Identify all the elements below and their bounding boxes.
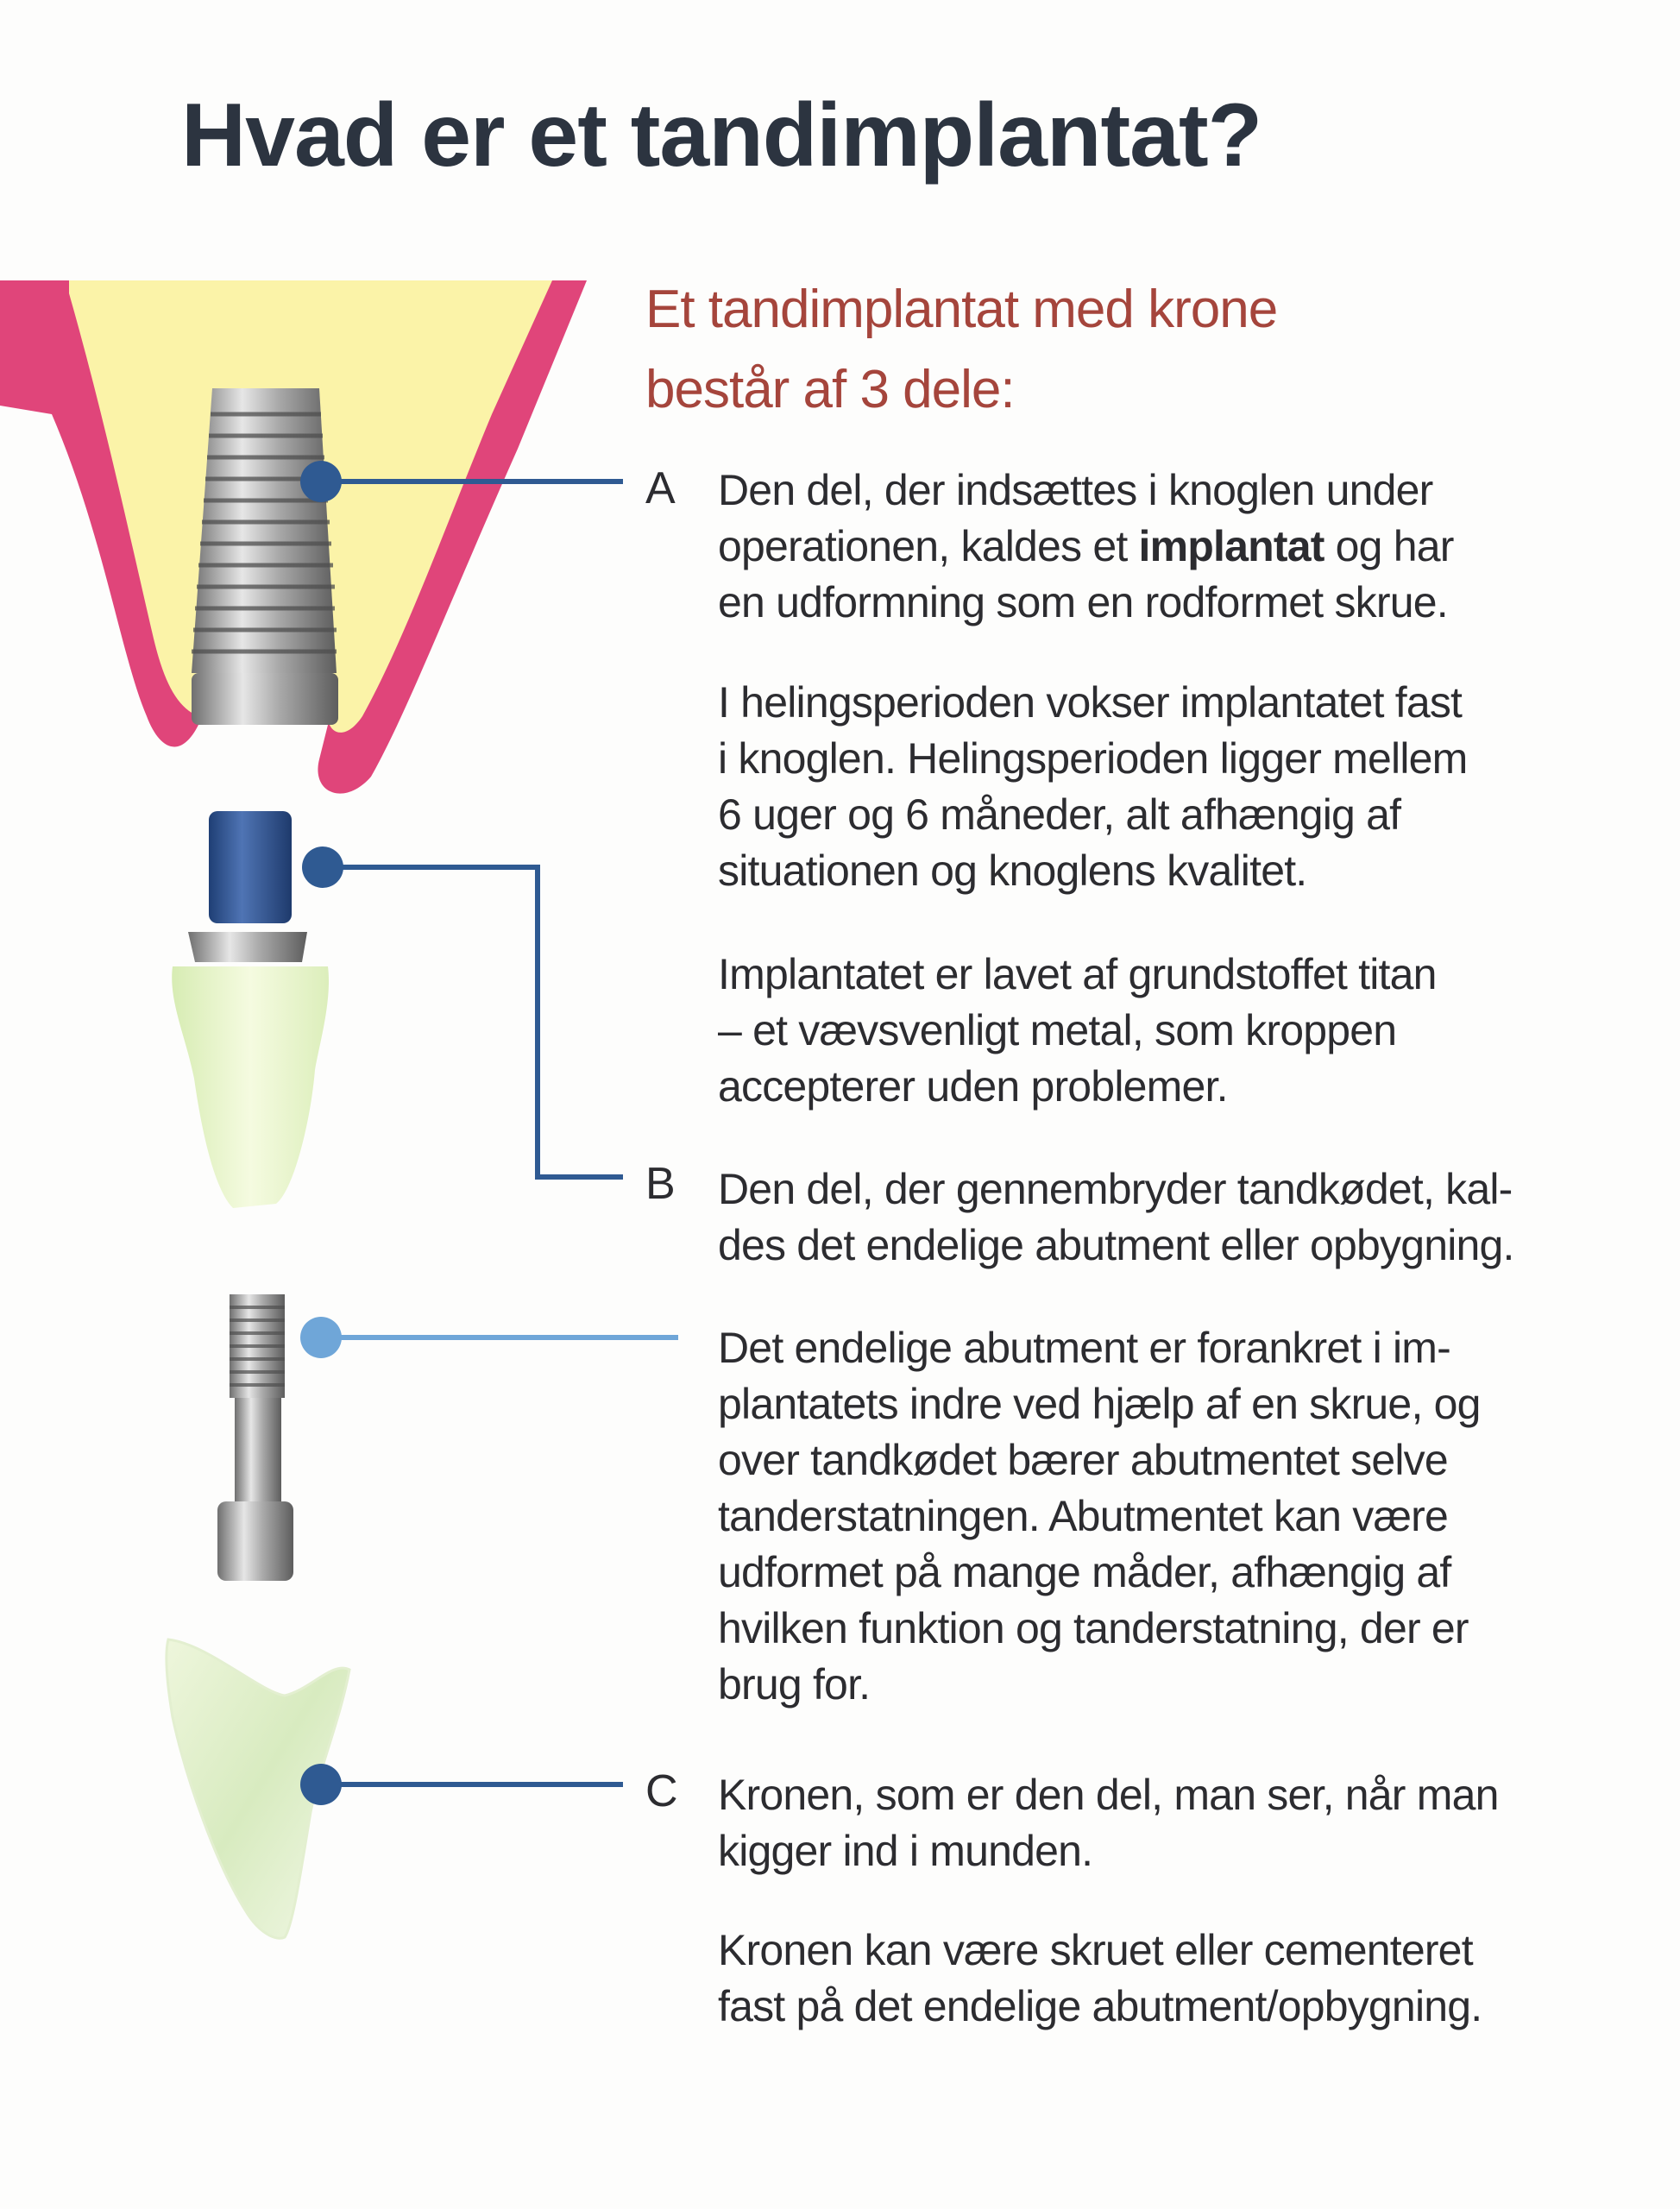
text-run: og har [1324,522,1454,570]
text-line: des det endelige abutment eller opbygning. [718,1221,1514,1269]
text-line: over tandkødet bærer abutmentet selve [718,1436,1448,1484]
label-b: B [645,1159,676,1209]
leader-line-screw [300,1317,678,1358]
text-line: – et vævsvenligt metal, som kroppen [718,1006,1397,1054]
text-line: 6 uger og 6 måneder, alt afhængig af [718,790,1401,839]
text-run: operationen, kaldes et [718,522,1139,570]
part-c-intro [718,1767,1650,1879]
text-line [718,519,1650,575]
part-a-intro [718,463,1650,631]
subtitle-line: består af 3 dele: [645,360,1015,419]
label-a: A [645,463,676,513]
implant-fixture [192,388,338,725]
page-title: Hvad er et tandimplantat? [181,85,1262,186]
text-line: brug for. [718,1660,871,1709]
text-line: situationen og knoglens kvalitet. [718,846,1307,895]
part-b-detail [718,1320,1650,1713]
leader-line-c [300,1764,623,1805]
text-line: Implantatet er lavet af grundstoffet titan [718,950,1437,998]
label-c: C [645,1766,678,1816]
text-line: Kronen, som er den del, man ser, når man [718,1771,1499,1819]
text-line: Den del, der indsættes i knoglen under [718,466,1433,514]
text-line: accepterer uden problemer. [718,1062,1228,1111]
text-line: i knoglen. Helingsperioden ligger mellem [718,734,1468,783]
subtitle-line: Et tandimplantat med krone [645,280,1278,339]
abutment-screw [217,1294,293,1581]
part-a-healing [718,675,1650,899]
part-a-material [718,947,1650,1115]
leader-line-b [302,846,623,1177]
text-line: Kronen kan være skruet eller cementeret [718,1926,1473,1974]
text-line: Det endelige abutment er forankret i im- [718,1324,1450,1372]
implant-term: implantat [1138,522,1324,570]
text-line: plantatets indre ved hjælp af en skrue, og [718,1380,1481,1428]
part-b-intro [718,1161,1650,1274]
text-line: tanderstatningen. Abutmentet kan være [718,1492,1448,1540]
text-line: kigger ind i munden. [718,1827,1093,1875]
text-line: fast på det endelige abutment/opbygning. [718,1982,1482,2030]
text-line: udformet på mange måder, afhængig af [718,1548,1451,1596]
text-line: en udformning som en rodformet skrue. [718,578,1448,626]
text-line: hvilken funktion og tanderstatning, der er [718,1604,1469,1652]
text-line: Den del, der gennembryder tandkødet, kal- [718,1165,1513,1213]
text-line: I helingsperioden vokser implantatet fast [718,678,1463,727]
part-c-detail [718,1923,1650,2035]
